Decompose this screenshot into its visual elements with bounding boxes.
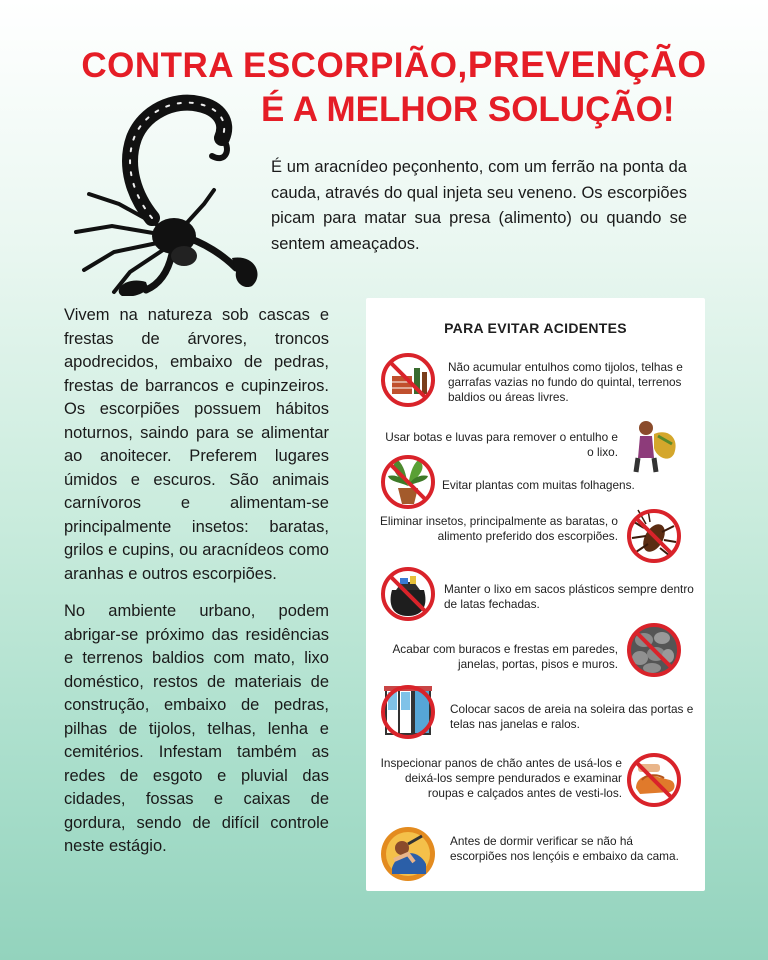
intro-paragraph: É um aracnídeo peçonhento, com um ferrão na ponta da cauda, através do qual injeta seu veneno. Os escorpiões picam para matar sua presa (alimento) ou quando se sentem ameaçados. [271,158,687,253]
tip-7: Colocar sacos de areia na soleira das portas e telas nas janelas e ralos. [450,702,694,731]
person-carrying-icon [624,414,684,474]
habitat-natural-paragraph: Vivem na natureza sob cascas e frestas de árvores, troncos apodrecidos, embaixo de pedras, frestas de barrancos e cupinzeiros. Os escorpiões possuem hábitos noturnos, saindo para se alimentar ao anoitecer. Preferem lugares úmidos e escuros. São animais carnívoros e alimentam-se principalmente insetos: baratas, grilos e cupins, ou aracnídeos como aranhas e outros escorpiões. [64,306,329,583]
cracked-stones-icon [624,620,684,680]
bricks-bottles-icon [378,350,438,410]
habitat-text [64,304,329,873]
panel-title: PARA EVITAR ACIDENTES [444,320,627,336]
tip-8: Inspecionar panos de chão antes de usá-los e deixá-los sempre pendurados e examinar roupas e calçados antes de vesti-los. [380,756,622,800]
cockroach-icon [624,506,684,566]
trash-bag-icon [378,564,438,624]
tip-4: Eliminar insetos, principalmente as baratas, o alimento preferido dos escorpiões. [379,514,618,543]
tip-6: Acabar com buracos e frestas em paredes, janelas, portas, pisos e muros. [392,642,618,671]
potted-plant-icon [378,452,438,512]
tip-3: Evitar plantas com muitas folhagens. [442,478,635,492]
tip-5: Manter o lixo em sacos plásticos sempre dentro de latas fechadas. [444,582,694,611]
scorpion-icon [64,86,264,296]
tip-9: Antes de dormir verificar se não há escorpiões nos lençóis e embaixo da cama. [450,834,679,863]
page-title [0,44,768,129]
tip-1: Não acumular entulhos como tijolos, telhas e garrafas vazias no fundo do quintal, terrenos baldios ou áreas livres. [448,360,683,404]
title-part-2: PREVENÇÃO [467,44,707,85]
window-door-icon [378,682,438,742]
title-line-2: É A MELHOR SOLUÇÃO! [261,90,675,129]
bed-check-icon [378,824,438,884]
title-part-1: CONTRA ESCORPIÃO, [81,46,468,85]
habitat-urban-paragraph: No ambiente urbano, podem abrigar-se próximo das residências e terrenos baldios com mato, lixo doméstico, restos de materiais de construção, embaixo de pedras, pilhas de tijolos, telhas, lenha e cemitérios. Infestam também as redes de esgoto e pluvial das cidades, fossas e caixas de gordura, sendo de difícil controle neste estágio. [64,602,329,855]
tip-2: Usar botas e luvas para remover o entulho e o lixo. [385,430,618,459]
title-line-1 [20,44,768,86]
shoe-cloth-icon [624,750,684,810]
prevention-panel [366,298,705,891]
